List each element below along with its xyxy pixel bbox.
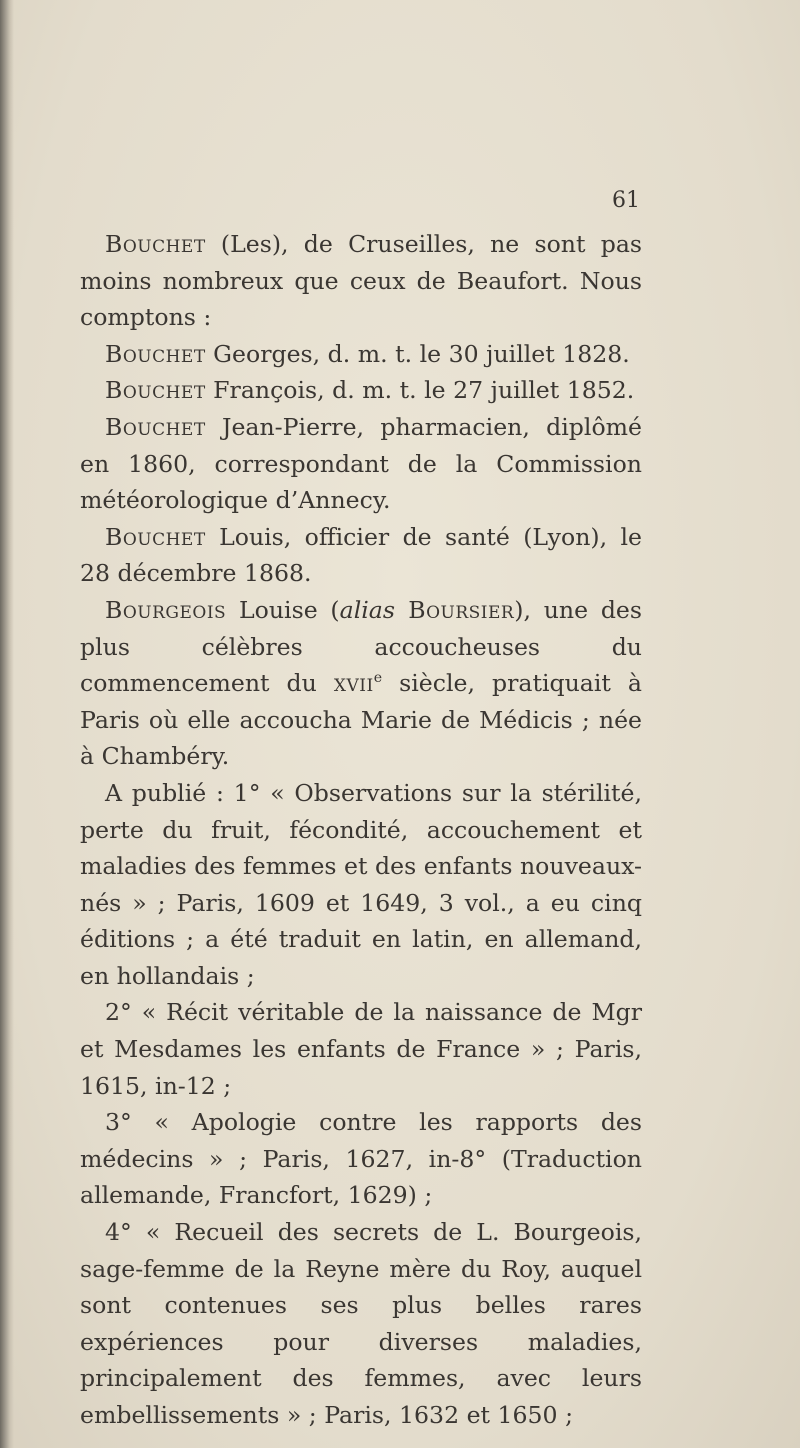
- paragraph-text: ), une des plus célèbres accoucheuses du commencement du: [80, 595, 643, 698]
- paragraph-text: Georges, d. m. t. le 30 juillet 1828.: [205, 339, 630, 368]
- paragraph-text: Louis, officier de santé (Lyon), le 28 décembre 1868.: [80, 522, 642, 588]
- century-superscript: e: [373, 670, 383, 687]
- alias-name: Boursier: [394, 595, 515, 624]
- paragraph-bourgeois-louise: [80, 592, 642, 775]
- paragraph-text: Louise (: [226, 595, 340, 624]
- paragraph-text: 3° « Apologie contre les rapports des médecins » ; Paris, 1627, in-8° (Traduction allemande, Francfort, 1629) ;: [80, 1108, 642, 1210]
- paragraph-bouchet-jean-pierre: [80, 409, 642, 519]
- surname: Bouchet: [105, 376, 206, 405]
- paragraph-bouchet-francois: [80, 372, 642, 409]
- surname: Bouchet: [105, 522, 206, 551]
- paragraph-publications-4: [80, 1214, 642, 1434]
- book-binding-edge: [0, 0, 14, 1448]
- paragraph-text: (Les), de Cruseilles, ne sont pas moins nombreux que ceux de Beaufort. Nous comptons :: [80, 230, 642, 332]
- page-number: 61: [612, 188, 640, 213]
- paragraph-text: Jean-Pierre, pharmacien, diplômé en 1860, correspondant de la Commission météorologique d’Annecy.: [80, 412, 642, 515]
- century-numeral: xvii: [333, 669, 374, 698]
- paragraph-text: François, d. m. t. le 27 juillet 1852.: [205, 376, 635, 405]
- paragraph-publications-1: [80, 775, 642, 995]
- paragraph-publications-3: [80, 1104, 642, 1214]
- paragraph-text: 4° « Recueil des secrets de L. Bourgeois, sage-femme de la Reyne mère du Roy, auquel sont contenues ses plus belles rares expériences pour diverses maladies, principalement des femmes, avec leurs embellissements » ; Paris, 1632 et 1650 ;: [80, 1218, 642, 1429]
- page-body: [80, 226, 642, 1434]
- paragraph-text: A publié : 1° « Observations sur la stérilité, perte du fruit, fécondité, accouchement et maladies des femmes et des enfants nouveaux-nés » ; Paris, 1609 et 1649, 3 vol., a eu cinq éditions ; a été traduit en latin, en allemand, en hollandais ;: [80, 778, 642, 990]
- paragraph-text: 2° « Récit véritable de la naissance de Mgr et Mesdames les enfants de France » ; Paris, 1615, in-12 ;: [80, 998, 642, 1100]
- paragraph-bouchet-georges: [80, 336, 642, 373]
- alias-word: alias: [339, 595, 395, 624]
- paragraph-publications-2: [80, 994, 642, 1104]
- surname: Bouchet: [105, 412, 206, 441]
- paragraph-text: siècle, pratiquait à Paris où elle accoucha Marie de Médicis ; née à Chambéry.: [80, 669, 642, 771]
- paragraph-bouchet-les: [80, 226, 642, 336]
- surname: Bouchet: [105, 230, 206, 258]
- surname: Bourgeois: [105, 595, 227, 624]
- surname: Bouchet: [105, 339, 206, 368]
- paragraph-bouchet-louis: [80, 519, 642, 592]
